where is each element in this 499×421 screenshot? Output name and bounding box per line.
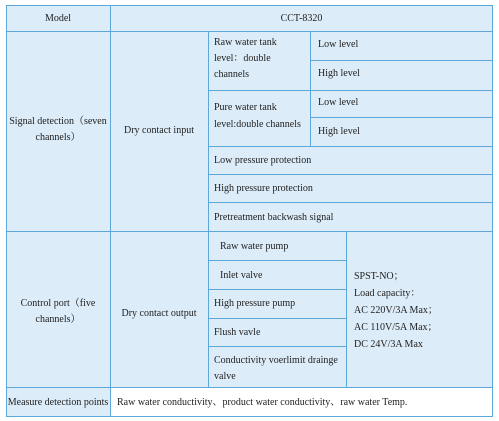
- raw-tank-line1: Raw water tank: [214, 37, 277, 48]
- control-port-label: Control port（five channels）: [20, 298, 96, 325]
- model-value: CCT-8320: [280, 12, 323, 24]
- spec-line: SPST-NO；: [354, 271, 404, 282]
- raw-tank-low-level: Low level: [318, 39, 359, 50]
- raw-water-pump: Raw water pump: [220, 241, 289, 252]
- raw-tank-line3: channels: [214, 69, 249, 80]
- raw-tank-line2: level：double: [214, 53, 271, 64]
- model-label: Model: [44, 12, 72, 24]
- spec-line: Load capacity：: [354, 288, 421, 299]
- flush-valve: Flush vavle: [214, 327, 261, 338]
- pretreatment-backwash-signal: Pretreatment backwash signal: [214, 212, 334, 223]
- measure-value: Raw water conductivity、product water conductivity、raw water Temp.: [117, 397, 408, 408]
- spec-line: AC 220V/3A Max；: [354, 305, 438, 316]
- spec-line: DC 24V/3A Max: [354, 339, 423, 350]
- dry-contact-output-label: Dry contact output: [121, 307, 197, 319]
- pure-tank-high-level: High level: [318, 126, 360, 137]
- low-pressure-protection: Low pressure protection: [214, 155, 312, 166]
- pure-tank-low-level: Low level: [318, 97, 359, 108]
- raw-tank-high-level: High level: [318, 68, 360, 79]
- pure-tank-line1: Pure water tank: [214, 102, 277, 113]
- spec-line: AC 110V/5A Max；: [354, 322, 438, 333]
- dry-contact-input-label: Dry contact input: [124, 124, 194, 136]
- high-pressure-protection: High pressure protection: [214, 183, 313, 194]
- conductivity-drain-line1: Conductivity voerlimit drainge: [214, 355, 338, 366]
- measure-label: Measure detection points: [7, 396, 109, 408]
- signal-detection-label: Signal detection（seven channels）: [9, 116, 107, 143]
- high-pressure-pump: High pressure pump: [214, 298, 296, 309]
- pure-tank-line2: level:double channels: [214, 119, 301, 130]
- inlet-valve: Inlet valve: [220, 270, 263, 281]
- conductivity-drain-line2: valve: [214, 371, 236, 382]
